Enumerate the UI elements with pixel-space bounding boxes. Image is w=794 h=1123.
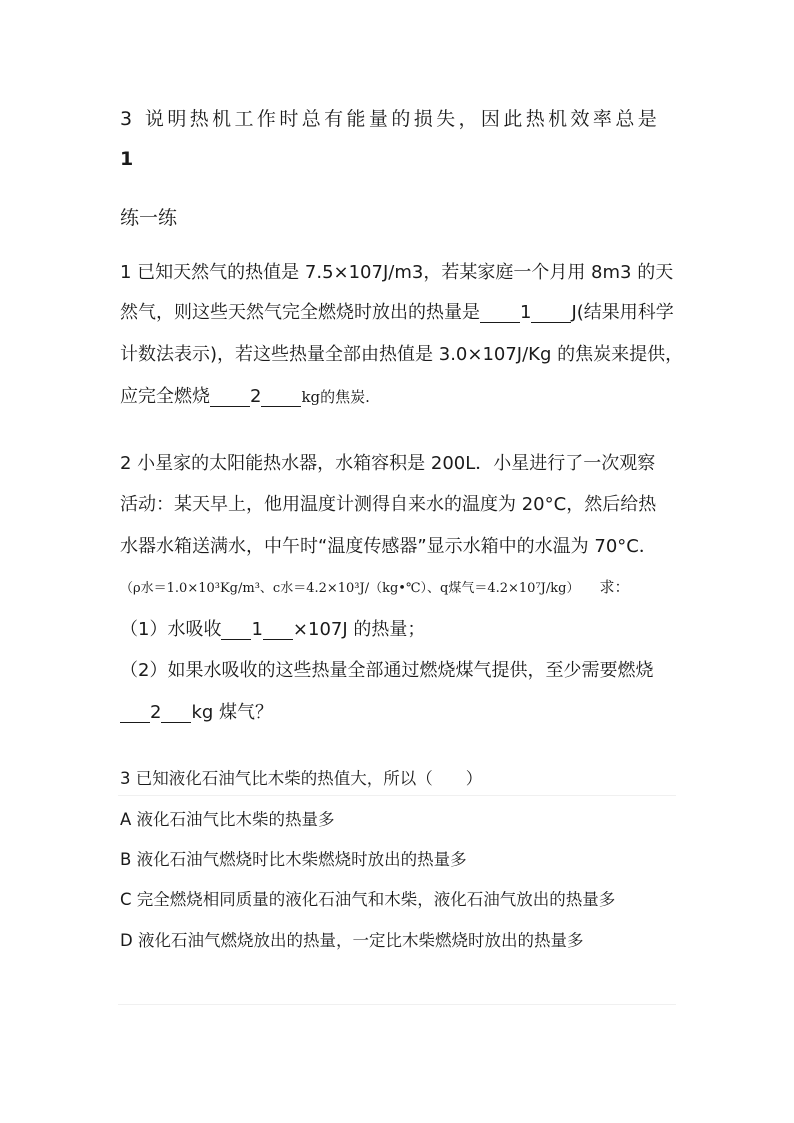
q1-blank-2-left [210, 388, 250, 407]
q3-option-a: A 液化石油气比木柴的热量多 [120, 810, 335, 829]
q1-blank-1-answer: 1 [520, 302, 532, 323]
q2-formula-tail: 求： [599, 578, 630, 596]
q2-sub-2-blank-left [120, 704, 150, 723]
conclusion-line: 3 说明热机工作时总有能量的损失，因此热机效率总是 [120, 108, 661, 130]
practice-title: 练一练 [120, 207, 178, 229]
q2-sub-1-blank-left [221, 621, 251, 640]
conclusion-answer: 1 [120, 148, 134, 170]
q2-sub-2-answer: 2 [150, 702, 162, 723]
q2-formula-line [120, 576, 629, 597]
q2-sub-2-tail: kg 煤气？ [191, 702, 274, 723]
q2-sub-1-blank-right [263, 621, 293, 640]
q3-option-c: C 完全燃烧相同质量的液化石油气和木柴，液化石油气放出的热量多 [120, 890, 616, 909]
q1-line-4-tail: kg的焦炭. [301, 388, 370, 406]
q2-sub-2-line-2 [120, 698, 273, 724]
q3-option-d: D 液化石油气燃烧放出的热量，一定比木柴燃烧时放出的热量多 [120, 931, 584, 950]
q1-line-2-text: 然气，则这些天然气完全燃烧时放出的热量是 [120, 302, 480, 323]
q2-line-2: 活动：某天早上，他用温度计测得自来水的温度为 20°C，然后给热 [120, 494, 657, 515]
q1-blank-1-left [480, 304, 520, 323]
q2-sub-1 [120, 615, 425, 641]
q2-sub-1-text: （1）水吸收 [120, 619, 222, 640]
q1-blank-2-answer: 2 [250, 386, 262, 407]
q3-stem: 3 已知液化石油气比木柴的热值大，所以（ ） [120, 769, 483, 788]
q1-line-4 [120, 382, 370, 408]
q2-sub-1-answer: 1 [251, 619, 263, 640]
q2-sub-1-tail: ×107J 的热量； [292, 619, 426, 640]
q2-sub-2: （2）如果水吸收的这些热量全部通过燃烧煤气提供，至少需要燃烧 [120, 660, 654, 681]
q2-line-1: 2 小星家的太阳能热水器，水箱容积是 200L．小星进行了一次观察 [120, 453, 656, 474]
q1-line-1: 1 已知天然气的热值是 7.5×107J/m3，若某家庭一个月用 8m3 的天 [120, 262, 674, 283]
q3-option-b: B 液化石油气燃烧时比木柴燃烧时放出的热量多 [120, 850, 467, 869]
q1-line-2 [120, 298, 674, 324]
q1-blank-2-right [261, 388, 301, 407]
q2-line-3: 水器水箱送满水，中午时“温度传感器”显示水箱中的水温为 70°C． [120, 536, 657, 557]
q1-blank-1-right [531, 304, 571, 323]
q2-formula: （ρ水＝1.0×10³Kg/m³、c水＝4.2×10³J/（kg•℃）、q煤气＝4.2×10⁷J/kg） [120, 581, 580, 596]
q1-line-3: 计数法表示)，若这些热量全部由热值是 3.0×107J/Kg 的焦炭来提供， [120, 344, 684, 365]
q1-line-2-tail: J(结果用科学 [571, 302, 674, 323]
q2-sub-2-blank-right [161, 704, 191, 723]
q1-line-4-text: 应完全燃烧 [120, 386, 210, 407]
